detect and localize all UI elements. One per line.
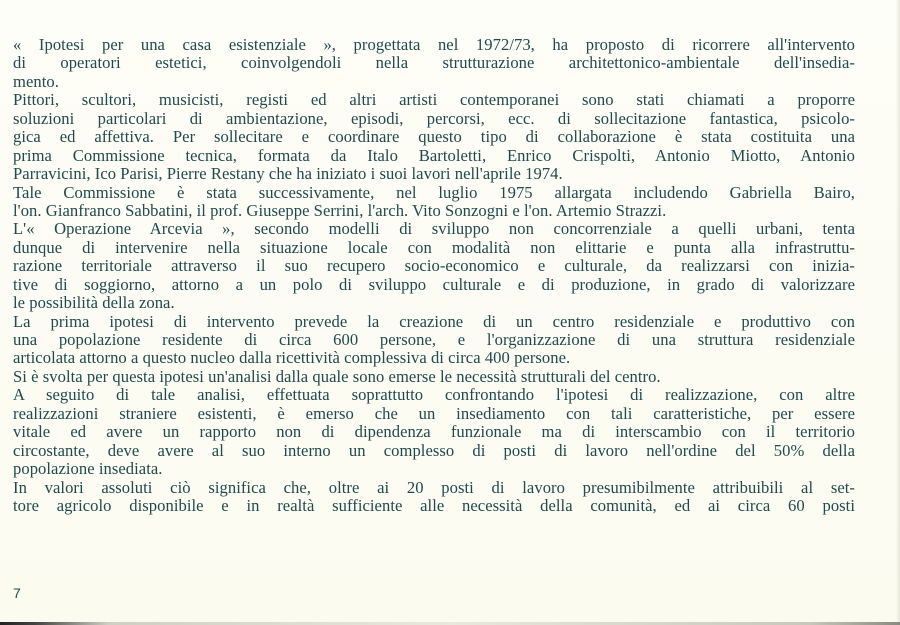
text-line: una popolazione residente di circa 600 persone, e l'organizzazione di una struttura residenziale xyxy=(13,330,855,349)
text-line: « Ipotesi per una casa esistenziale », progettata nel 1972/73, ha proposto di ricorrere all'intervento xyxy=(13,35,855,54)
text-line: Si è svolta per questa ipotesi un'analisi dalla quale sono emerse le necessità strutturali del centro. xyxy=(13,366,661,386)
text-line: L'« Operazione Arcevia », secondo modelli di sviluppo non concorrenziale a quelli urbani, tenta xyxy=(13,219,855,239)
text-line: tive di soggiorno, attorno a un polo di sviluppo culturale e di produzione, in grado di valorizzare xyxy=(13,274,855,294)
text-line: La prima ipotesi di intervento prevede la creazione di un centro residenziale e produttivo con xyxy=(13,311,855,331)
text-line: razione territoriale attraverso il suo recupero socio-economico e culturale, da realizzarsi con inizia- xyxy=(13,256,855,276)
text-line: In valori assoluti ciò significa che, oltre ai 20 posti di lavoro presumibilmente attribuibili al set- xyxy=(13,477,855,497)
paragraph-operazione-arcevia xyxy=(13,220,855,312)
body-text xyxy=(13,36,855,515)
paragraph-prima-ipotesi xyxy=(13,313,855,368)
text-line: soluzioni particolari di ambientazione, episodi, percorsi, ecc. di sollecitazione fantastica, psicolo- xyxy=(13,108,855,128)
paragraph-casa-esistenziale xyxy=(13,36,855,91)
text-line: Tale Commissione è stata successivamente, nel luglio 1975 allargata includendo Gabriella Bairo, xyxy=(13,182,855,202)
text-line: realizzazioni straniere esistenti, è emerso che un insediamento con tali caratteristiche, per essere xyxy=(13,403,855,423)
paragraph-valori-assoluti xyxy=(13,479,855,516)
text-line: le possibilità della zona. xyxy=(13,293,175,313)
text-line: articolata attorno a questo nucleo dalla ricettività complessiva di circa 400 persone. xyxy=(13,348,571,368)
text-line: dunque di intervenire nella situazione locale con modalità non elittarie e punta alla infrastruttu- xyxy=(13,237,855,257)
paragraph-artisti xyxy=(13,91,855,183)
text-line: prima Commissione tecnica, formata da Italo Bartoletti, Enrico Crispolti, Antonio Miotto, Antonio xyxy=(13,145,855,165)
text-line: l'on. Gianfranco Sabbatini, il prof. Giuseppe Serrini, l'arch. Vito Sonzogni e l'on. Artemio Strazzi. xyxy=(13,200,667,220)
text-line: gica ed affettiva. Per sollecitare e coordinare questo tipo di collaborazione è stata costituita una xyxy=(13,127,855,147)
text-line: tore agricolo disponibile e in realtà sufficiente alle necessità della comunità, ed ai circa 60 posti xyxy=(13,495,855,515)
text-line: vitale ed avere un rapporto non di dipendenza funzionale ma di interscambio con il territorio xyxy=(13,422,855,442)
text-line: circostante, deve avere al suo interno un complesso di posti di lavoro nell'ordine del 50% della xyxy=(13,440,855,460)
paragraph-commissione xyxy=(13,184,855,221)
paragraph-seguito-analisi xyxy=(13,386,855,478)
page-edge-shadow xyxy=(896,0,900,625)
text-line: A seguito di tale analisi, effettuata soprattutto confrontando l'ipotesi di realizzazione, con altre xyxy=(13,385,855,405)
text-line: mento. xyxy=(13,71,59,91)
text-line: di operatori estetici, coinvolgendoli nella strutturazione architettonico-ambientale dell'insedia- xyxy=(13,53,855,73)
text-line: Pittori, scultori, musicisti, registi ed altri artisti contemporanei sono stati chiamati a proporre xyxy=(13,90,855,110)
text-line: popolazione insediata. xyxy=(13,459,163,479)
page-number: 7 xyxy=(13,585,21,601)
paragraph-analisi xyxy=(13,368,855,386)
text-line: Parravicini, Ico Parisi, Pierre Restany che ha iniziato i suoi lavori nell'aprile 1974. xyxy=(13,164,563,184)
